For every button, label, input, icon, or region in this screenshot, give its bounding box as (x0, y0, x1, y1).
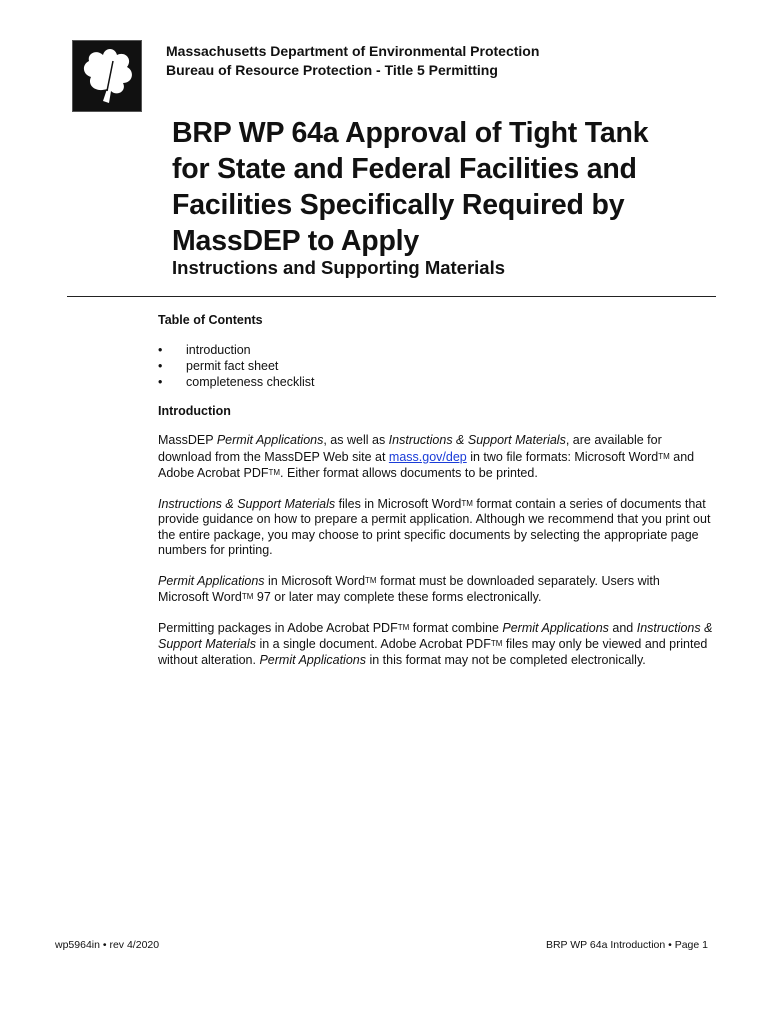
text: in a single document. Adobe Acrobat PDF (255, 637, 491, 651)
text: files in Microsoft Word (335, 496, 462, 511)
toc-item-label: introduction (186, 343, 251, 357)
title-line: BRP WP 64a Approval of Tight Tank (172, 117, 649, 149)
agency-name: Massachusetts Department of Environmental Protection (166, 43, 540, 59)
title-line: Facilities Specifically Required by (172, 189, 625, 221)
introduction-heading: Introduction (158, 404, 231, 418)
text: format combine (409, 620, 503, 635)
text: . Either format allows documents to be printed. (280, 466, 538, 480)
text: , as well as (323, 433, 389, 447)
italic-text: Instructions & Support Materials (158, 496, 336, 511)
trademark: TM (241, 592, 254, 601)
footer-page-number: BRP WP 64a Introduction • Page 1 (545, 939, 708, 951)
footer-form-id: wp5964in • rev 4/2020 (55, 939, 160, 951)
italic-text: Instructions & Support Materials (388, 433, 566, 447)
document-subtitle: Instructions and Supporting Materials (172, 257, 506, 278)
text: MassDEP (158, 433, 217, 447)
toc-list (158, 342, 315, 390)
introduction-body (158, 433, 713, 682)
paragraph (158, 573, 713, 606)
toc-item-label: completeness checklist (186, 375, 315, 389)
text: format must be downloaded separately. Users with Microsoft Word (158, 573, 660, 604)
trademark: TM (490, 639, 503, 648)
oak-leaf-icon (73, 41, 141, 111)
text: in this format may not be completed electronically. (365, 652, 646, 667)
massdep-website-link[interactable]: mass.gov/dep (388, 449, 467, 464)
text: , are available for download from the MassDEP Web site at (158, 433, 662, 464)
bullet: • (158, 343, 163, 357)
italic-text: Permit Applications (502, 620, 609, 635)
toc-item (158, 342, 315, 358)
bullet: • (158, 375, 163, 389)
text: and Adobe Acrobat PDF (158, 449, 695, 480)
text: in Microsoft Word (264, 573, 366, 588)
trademark: TM (365, 575, 377, 585)
text: format contain a series of documents that provide guidance on how to prepare a permit application. Although we recommend that you print out the entire package, you may choose to print specific documents by selecting the appropriate page numbers for printing. (158, 496, 711, 557)
text: Permitting packages in Adobe Acrobat PDF (158, 620, 398, 635)
agency-header (166, 42, 539, 80)
italic-text: Permit Applications (158, 573, 265, 588)
massdep-logo (72, 40, 142, 112)
horizontal-divider (67, 296, 716, 297)
paragraph (158, 496, 713, 559)
trademark: TM (397, 622, 410, 632)
title-line: for State and Federal Facilities and (172, 153, 637, 185)
toc-heading: Table of Contents (158, 313, 263, 327)
bullet: • (158, 359, 163, 373)
toc-item-label: permit fact sheet (186, 359, 279, 373)
trademark: TM (658, 451, 670, 461)
paragraph (158, 620, 713, 669)
document-title (172, 115, 732, 259)
bureau-name: Bureau of Resource Protection - Title 5 Permitting (166, 62, 498, 78)
text: files may only be viewed and printed without alteration. (158, 637, 708, 667)
toc-item (158, 358, 315, 374)
italic-text: Permit Applications (259, 652, 366, 667)
text: and (608, 620, 637, 635)
text: in two file formats: Microsoft Word (466, 449, 659, 464)
text: 97 or later may complete these forms electronically. (253, 590, 542, 604)
italic-text: Instructions & Support Materials (158, 620, 713, 651)
toc-item (158, 374, 315, 390)
trademark: TM (268, 468, 281, 477)
paragraph (158, 433, 713, 482)
title-line: MassDEP to Apply (172, 225, 420, 257)
italic-text: Permit Applications (216, 433, 324, 447)
trademark: TM (461, 498, 473, 508)
